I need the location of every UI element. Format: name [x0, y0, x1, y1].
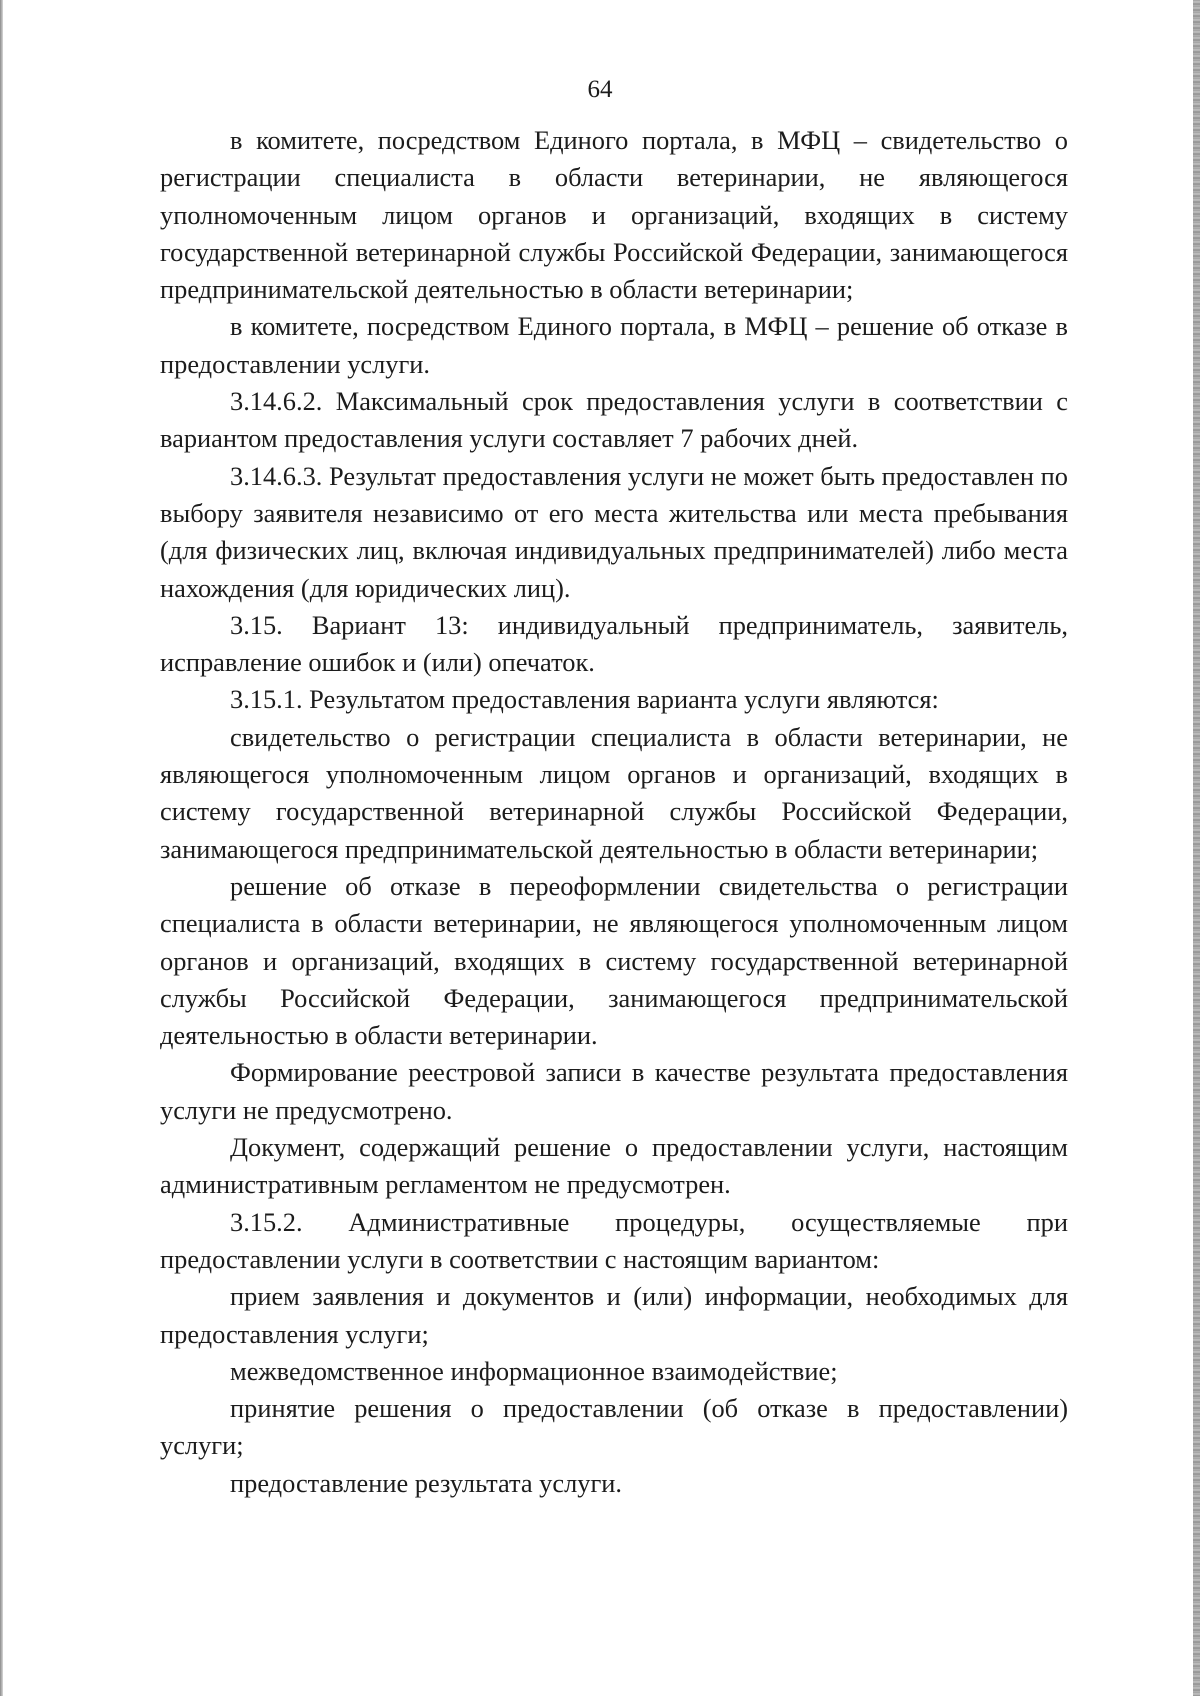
page-number: 64	[587, 76, 613, 103]
paragraph: решение об отказе в переоформлении свидетельства о регистрации специалиста в области ветеринарии, не являющегося уполномоченным лицом органов и организаций, входящих в систему государственной ветеринарной службы Российской Федерации, занимающегося предпринимательской деятельностью в области ветеринарии.	[160, 870, 1068, 1051]
scan-edge-left	[0, 0, 3, 1696]
paragraph: Документ, содержащий решение о предоставлении услуги, настоящим административным регламентом не предусмотрен.	[160, 1132, 1068, 1200]
scan-edge-right	[1193, 0, 1200, 1696]
paragraph: 3.14.6.3. Результат предоставления услуги не может быть предоставлен по выбору заявителя независимо от его места жительства или места пребывания (для физических лиц, включая индивидуальных предпринимателей) либо места нахождения (для юридических лиц).	[160, 460, 1068, 603]
paragraph: принятие решения о предоставлении (об отказе в предоставлении) услуги;	[160, 1393, 1068, 1461]
paragraph: межведомственное информационное взаимодействие;	[230, 1355, 838, 1386]
paragraph: в комитете, посредством Единого портала, в МФЦ – свидетельство о регистрации специалиста в области ветеринарии, не являющегося уполномоченным лицом органов и организаций, входящих в систему государственной ветеринарной службы Российской Федерации, занимающегося предпринимательской деятельностью в области ветеринарии;	[160, 125, 1068, 305]
paragraph: 3.15.2. Административные процедуры, осуществляемые при предоставлении услуги в соответствии с настоящим вариантом:	[160, 1206, 1068, 1274]
paragraph: прием заявления и документов и (или) информации, необходимых для предоставления услуги;	[160, 1281, 1068, 1349]
paragraph: Формирование реестровой записи в качестве результата предоставления услуги не предусмотрено.	[160, 1057, 1068, 1125]
paragraph: в комитете, посредством Единого портала, в МФЦ – решение об отказе в предоставлении услуги.	[160, 311, 1068, 379]
paragraph: свидетельство о регистрации специалиста в области ветеринарии, не являющегося уполномоченным лицом органов и организаций, входящих в систему государственной ветеринарной службы Российской Федерации, занимающегося предпринимательской деятельностью в области ветеринарии;	[160, 721, 1068, 864]
paragraph: 3.14.6.2. Максимальный срок предоставления услуги в соответствии с вариантом предоставления услуги составляет 7 рабочих дней.	[160, 386, 1068, 454]
paragraph: предоставление результата услуги.	[230, 1467, 623, 1498]
paragraph: 3.15.1. Результатом предоставления варианта услуги являются:	[230, 684, 939, 715]
paragraph: 3.15. Вариант 13: индивидуальный предприниматель, заявитель, исправление ошибок и (или) опечаток.	[160, 609, 1068, 678]
document-body	[160, 122, 1068, 1502]
